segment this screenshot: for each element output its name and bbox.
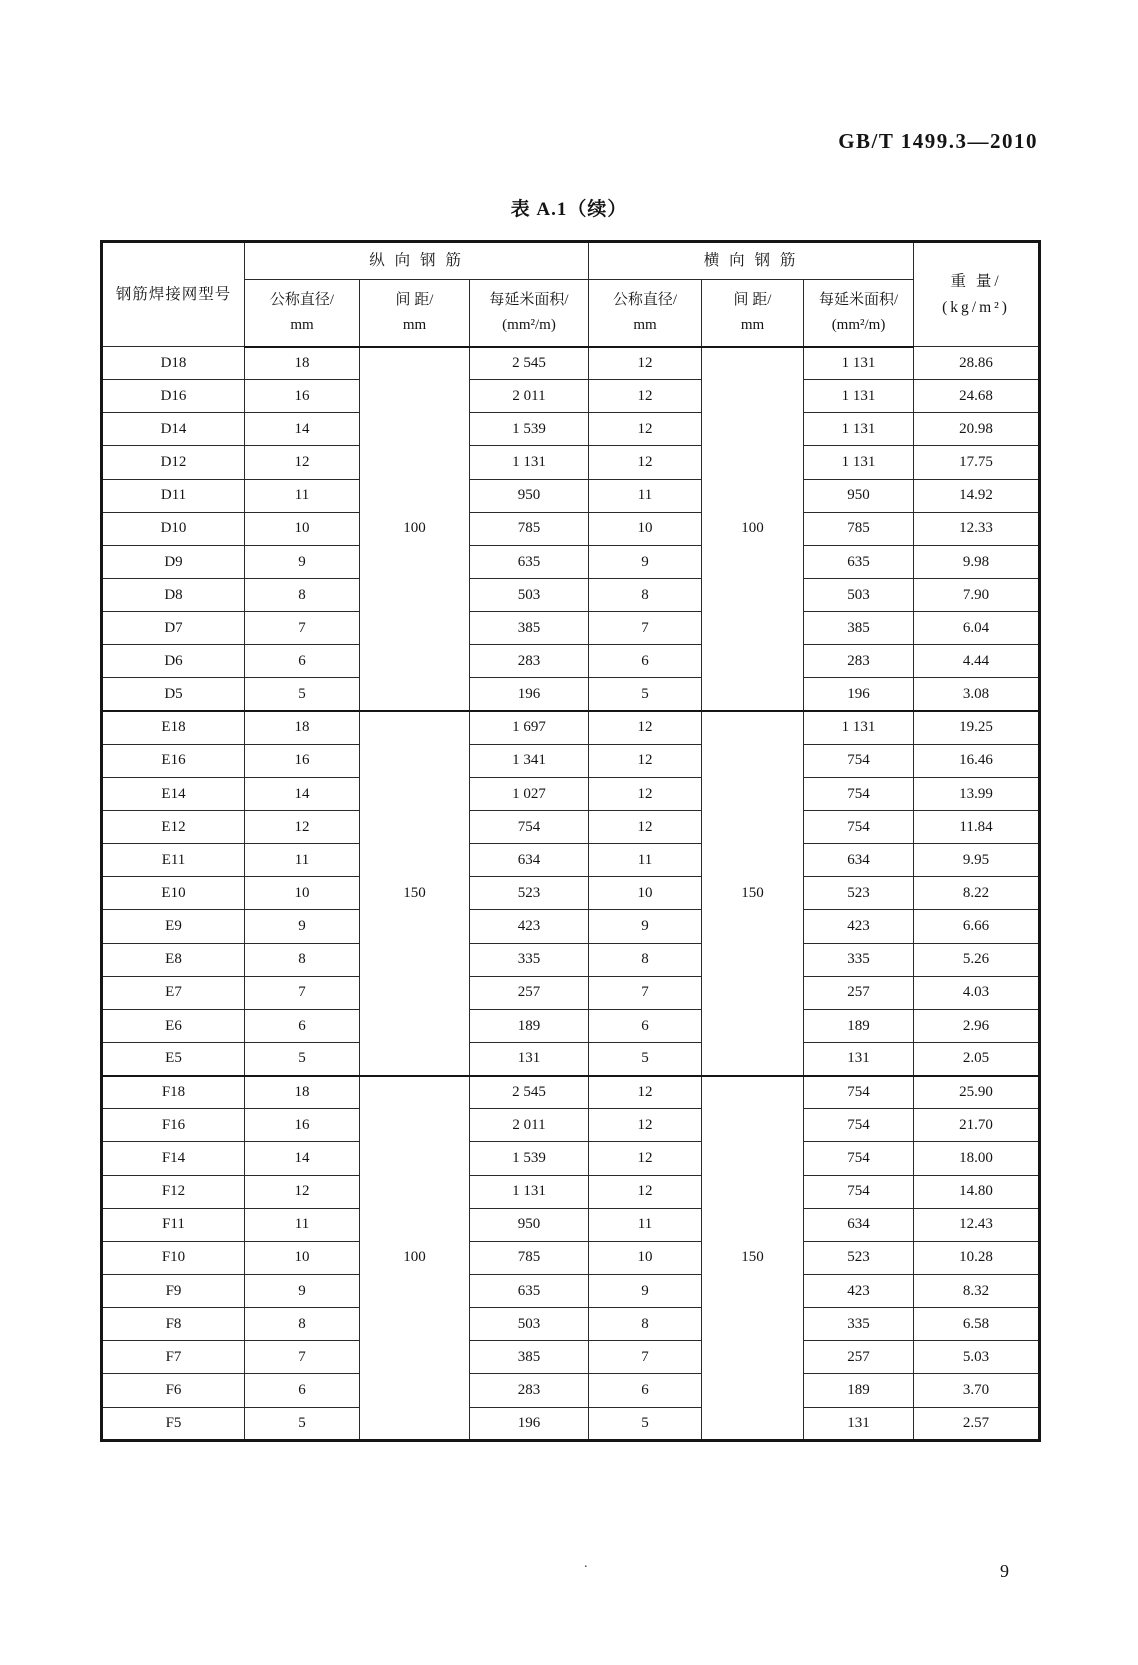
header-model-col: 钢筋焊接网型号: [102, 242, 245, 347]
long-area-cell: 785: [470, 512, 589, 545]
long-area-cell: 2 545: [470, 347, 589, 380]
long-diameter-cell: 16: [245, 1109, 360, 1142]
trans-area-cell: 1 131: [804, 413, 914, 446]
trans-area-cell: 754: [804, 1142, 914, 1175]
weight-cell: 9.98: [914, 545, 1040, 578]
model-cell: F6: [102, 1374, 245, 1407]
trans-area-cell: 785: [804, 512, 914, 545]
long-diameter-cell: 9: [245, 1274, 360, 1307]
trans-diameter-cell: 7: [589, 612, 702, 645]
model-cell: F10: [102, 1241, 245, 1274]
table-row: [102, 1407, 1040, 1441]
long-area-cell: 635: [470, 545, 589, 578]
header-trans-area: [804, 280, 914, 347]
long-diameter-cell: 11: [245, 479, 360, 512]
trans-area-cell: 385: [804, 612, 914, 645]
trans-area-cell: 1 131: [804, 711, 914, 744]
long-area-cell: 634: [470, 844, 589, 877]
trans-area-cell: 131: [804, 1042, 914, 1075]
header-long-diameter-unit: mm: [290, 317, 314, 334]
table-row: [102, 1241, 1040, 1274]
table-row: [102, 1009, 1040, 1042]
weight-cell: 24.68: [914, 380, 1040, 413]
weight-cell: 5.03: [914, 1341, 1040, 1374]
model-cell: F11: [102, 1208, 245, 1241]
long-diameter-cell: 9: [245, 545, 360, 578]
table-body: [102, 347, 1040, 1441]
long-area-cell: 754: [470, 810, 589, 843]
trans-area-cell: 335: [804, 943, 914, 976]
long-spacing-cell: 100: [360, 347, 470, 712]
trans-area-cell: 523: [804, 877, 914, 910]
model-cell: F14: [102, 1142, 245, 1175]
trans-diameter-cell: 12: [589, 711, 702, 744]
trans-diameter-cell: 12: [589, 380, 702, 413]
long-area-cell: 189: [470, 1009, 589, 1042]
long-area-cell: 635: [470, 1274, 589, 1307]
header-group-longitudinal: 纵 向 钢 筋: [245, 242, 589, 280]
long-diameter-cell: 6: [245, 645, 360, 678]
long-diameter-cell: 14: [245, 777, 360, 810]
page-number: 9: [1000, 1561, 1009, 1581]
table-row: [102, 413, 1040, 446]
table-row: [102, 645, 1040, 678]
trans-diameter-cell: 12: [589, 1142, 702, 1175]
long-area-cell: 2 011: [470, 380, 589, 413]
long-area-cell: 1 131: [470, 446, 589, 479]
trans-diameter-cell: 12: [589, 1175, 702, 1208]
trans-diameter-cell: 8: [589, 943, 702, 976]
weight-cell: 12.33: [914, 512, 1040, 545]
long-area-cell: 385: [470, 1341, 589, 1374]
long-diameter-cell: 8: [245, 578, 360, 611]
model-cell: D14: [102, 413, 245, 446]
model-cell: D6: [102, 645, 245, 678]
table-row: [102, 1274, 1040, 1307]
long-diameter-cell: 10: [245, 1241, 360, 1274]
model-cell: D11: [102, 479, 245, 512]
table-row: [102, 512, 1040, 545]
long-diameter-cell: 5: [245, 1042, 360, 1075]
trans-diameter-cell: 8: [589, 578, 702, 611]
long-diameter-cell: 11: [245, 844, 360, 877]
stray-mark: .: [584, 1556, 588, 1571]
long-area-cell: 1 027: [470, 777, 589, 810]
weight-cell: 8.32: [914, 1274, 1040, 1307]
trans-diameter-cell: 5: [589, 1042, 702, 1075]
weight-cell: 10.28: [914, 1241, 1040, 1274]
long-diameter-cell: 7: [245, 976, 360, 1009]
long-diameter-cell: 6: [245, 1374, 360, 1407]
model-cell: F18: [102, 1076, 245, 1109]
table-row: [102, 1109, 1040, 1142]
long-diameter-cell: 6: [245, 1009, 360, 1042]
model-cell: E6: [102, 1009, 245, 1042]
model-cell: D12: [102, 446, 245, 479]
weight-cell: 21.70: [914, 1109, 1040, 1142]
table-row: [102, 347, 1040, 380]
header-long-diameter: [245, 280, 360, 347]
weight-cell: 25.90: [914, 1076, 1040, 1109]
model-cell: F8: [102, 1308, 245, 1341]
trans-area-cell: 423: [804, 910, 914, 943]
weight-cell: 4.03: [914, 976, 1040, 1009]
trans-area-cell: 634: [804, 844, 914, 877]
model-cell: E18: [102, 711, 245, 744]
table-row: [102, 479, 1040, 512]
long-diameter-cell: 18: [245, 1076, 360, 1109]
model-cell: E12: [102, 810, 245, 843]
long-area-cell: 283: [470, 645, 589, 678]
table-header: [102, 242, 1040, 347]
header-group-transverse: 横 向 钢 筋: [589, 242, 914, 280]
model-cell: E9: [102, 910, 245, 943]
table-row: [102, 1175, 1040, 1208]
trans-diameter-cell: 12: [589, 777, 702, 810]
table-row: [102, 844, 1040, 877]
long-diameter-cell: 7: [245, 1341, 360, 1374]
table-row: [102, 446, 1040, 479]
trans-area-cell: 754: [804, 1175, 914, 1208]
long-area-cell: 503: [470, 578, 589, 611]
table-row: [102, 678, 1040, 711]
weight-cell: 7.90: [914, 578, 1040, 611]
trans-spacing-cell: 150: [702, 711, 804, 1076]
weight-cell: 2.05: [914, 1042, 1040, 1075]
header-group-row: [102, 242, 1040, 280]
weight-cell: 13.99: [914, 777, 1040, 810]
model-cell: F16: [102, 1109, 245, 1142]
model-cell: E5: [102, 1042, 245, 1075]
model-cell: D16: [102, 380, 245, 413]
long-area-cell: 950: [470, 1208, 589, 1241]
trans-diameter-cell: 11: [589, 479, 702, 512]
long-area-cell: 1 539: [470, 1142, 589, 1175]
trans-diameter-cell: 5: [589, 678, 702, 711]
weight-cell: 2.57: [914, 1407, 1040, 1441]
trans-diameter-cell: 10: [589, 1241, 702, 1274]
header-trans-area-unit: (mm²/m): [831, 317, 886, 334]
long-area-cell: 196: [470, 678, 589, 711]
trans-diameter-cell: 11: [589, 844, 702, 877]
table-row: [102, 810, 1040, 843]
trans-diameter-cell: 12: [589, 1076, 702, 1109]
long-area-cell: 423: [470, 910, 589, 943]
header-trans-area-label: 每延米面积/: [818, 291, 899, 308]
model-cell: F12: [102, 1175, 245, 1208]
trans-area-cell: 1 131: [804, 446, 914, 479]
table-row: [102, 910, 1040, 943]
long-diameter-cell: 7: [245, 612, 360, 645]
model-cell: E14: [102, 777, 245, 810]
long-diameter-cell: 9: [245, 910, 360, 943]
trans-area-cell: 257: [804, 1341, 914, 1374]
header-trans-diameter: [589, 280, 702, 347]
long-area-cell: 257: [470, 976, 589, 1009]
trans-diameter-cell: 12: [589, 1109, 702, 1142]
header-trans-diameter-label: 公称直径/: [612, 291, 678, 308]
table-row: [102, 1341, 1040, 1374]
model-cell: F9: [102, 1274, 245, 1307]
weight-cell: 16.46: [914, 744, 1040, 777]
trans-area-cell: 1 131: [804, 347, 914, 380]
trans-diameter-cell: 6: [589, 645, 702, 678]
long-diameter-cell: 14: [245, 1142, 360, 1175]
trans-diameter-cell: 9: [589, 545, 702, 578]
long-diameter-cell: 18: [245, 711, 360, 744]
long-area-cell: 785: [470, 1241, 589, 1274]
trans-diameter-cell: 7: [589, 976, 702, 1009]
trans-diameter-cell: 8: [589, 1308, 702, 1341]
table-row: [102, 1374, 1040, 1407]
long-diameter-cell: 12: [245, 1175, 360, 1208]
table-row: [102, 380, 1040, 413]
model-cell: E11: [102, 844, 245, 877]
model-cell: F7: [102, 1341, 245, 1374]
model-cell: E7: [102, 976, 245, 1009]
table-row: [102, 711, 1040, 744]
long-area-cell: 335: [470, 943, 589, 976]
model-cell: E8: [102, 943, 245, 976]
long-diameter-cell: 12: [245, 810, 360, 843]
weight-cell: 28.86: [914, 347, 1040, 380]
long-diameter-cell: 16: [245, 380, 360, 413]
trans-area-cell: 754: [804, 1076, 914, 1109]
trans-diameter-cell: 11: [589, 1208, 702, 1241]
model-cell: E16: [102, 744, 245, 777]
trans-area-cell: 423: [804, 1274, 914, 1307]
header-trans-diameter-unit: mm: [633, 317, 657, 334]
weight-cell: 14.92: [914, 479, 1040, 512]
table-row: [102, 744, 1040, 777]
table-row: [102, 578, 1040, 611]
weight-cell: 6.04: [914, 612, 1040, 645]
table-row: [102, 976, 1040, 1009]
model-cell: F5: [102, 1407, 245, 1441]
long-spacing-cell: 100: [360, 1076, 470, 1441]
model-cell: D9: [102, 545, 245, 578]
header-long-diameter-label: 公称直径/: [269, 291, 335, 308]
table-row: [102, 777, 1040, 810]
model-cell: D10: [102, 512, 245, 545]
trans-diameter-cell: 7: [589, 1341, 702, 1374]
header-long-spacing: [360, 280, 470, 347]
header-weight-line1: 重 量/: [950, 272, 1002, 290]
trans-diameter-cell: 10: [589, 877, 702, 910]
header-long-spacing-label: 间 距/: [395, 291, 434, 308]
trans-area-cell: 754: [804, 1109, 914, 1142]
table-row: [102, 612, 1040, 645]
weight-cell: 11.84: [914, 810, 1040, 843]
trans-diameter-cell: 12: [589, 744, 702, 777]
trans-area-cell: 189: [804, 1009, 914, 1042]
trans-diameter-cell: 12: [589, 413, 702, 446]
table-row: [102, 1042, 1040, 1075]
long-diameter-cell: 18: [245, 347, 360, 380]
long-area-cell: 523: [470, 877, 589, 910]
trans-diameter-cell: 12: [589, 810, 702, 843]
weight-cell: 3.08: [914, 678, 1040, 711]
weight-cell: 14.80: [914, 1175, 1040, 1208]
trans-diameter-cell: 12: [589, 347, 702, 380]
table-row: [102, 1142, 1040, 1175]
long-spacing-cell: 150: [360, 711, 470, 1076]
model-cell: D18: [102, 347, 245, 380]
trans-diameter-cell: 6: [589, 1009, 702, 1042]
long-area-cell: 1 539: [470, 413, 589, 446]
table-row: [102, 877, 1040, 910]
trans-diameter-cell: 10: [589, 512, 702, 545]
long-diameter-cell: 8: [245, 943, 360, 976]
long-diameter-cell: 5: [245, 678, 360, 711]
trans-diameter-cell: 9: [589, 910, 702, 943]
trans-area-cell: 635: [804, 545, 914, 578]
header-trans-spacing-unit: mm: [740, 317, 765, 334]
long-diameter-cell: 10: [245, 877, 360, 910]
trans-area-cell: 503: [804, 578, 914, 611]
weight-cell: 9.95: [914, 844, 1040, 877]
model-cell: D5: [102, 678, 245, 711]
long-diameter-cell: 11: [245, 1208, 360, 1241]
trans-area-cell: 754: [804, 810, 914, 843]
table-row: [102, 943, 1040, 976]
weight-cell: 18.00: [914, 1142, 1040, 1175]
trans-area-cell: 634: [804, 1208, 914, 1241]
trans-area-cell: 283: [804, 645, 914, 678]
long-area-cell: 1 697: [470, 711, 589, 744]
long-area-cell: 385: [470, 612, 589, 645]
header-weight-col: [914, 242, 1040, 347]
long-area-cell: 2 545: [470, 1076, 589, 1109]
long-diameter-cell: 12: [245, 446, 360, 479]
table-row: [102, 1208, 1040, 1241]
header-long-area-unit: (mm²/m): [502, 317, 556, 334]
table-row: [102, 1308, 1040, 1341]
weight-cell: 8.22: [914, 877, 1040, 910]
trans-area-cell: 523: [804, 1241, 914, 1274]
trans-spacing-cell: 150: [702, 1076, 804, 1441]
weight-cell: 5.26: [914, 943, 1040, 976]
weight-cell: 6.66: [914, 910, 1040, 943]
header-long-spacing-unit: mm: [402, 317, 427, 334]
header-trans-spacing-label: 间 距/: [733, 291, 772, 308]
long-diameter-cell: 10: [245, 512, 360, 545]
model-cell: D8: [102, 578, 245, 611]
long-diameter-cell: 8: [245, 1308, 360, 1341]
table-row: [102, 545, 1040, 578]
weight-cell: 19.25: [914, 711, 1040, 744]
trans-area-cell: 754: [804, 777, 914, 810]
header-trans-spacing: [702, 280, 804, 347]
trans-area-cell: 754: [804, 744, 914, 777]
long-area-cell: 950: [470, 479, 589, 512]
weight-cell: 2.96: [914, 1009, 1040, 1042]
long-diameter-cell: 16: [245, 744, 360, 777]
model-cell: E10: [102, 877, 245, 910]
weight-cell: 12.43: [914, 1208, 1040, 1241]
header-long-area: [470, 280, 589, 347]
long-area-cell: 1 341: [470, 744, 589, 777]
trans-area-cell: 196: [804, 678, 914, 711]
long-diameter-cell: 5: [245, 1407, 360, 1441]
model-cell: D7: [102, 612, 245, 645]
mesh-spec-table: [100, 240, 1041, 1442]
trans-area-cell: 257: [804, 976, 914, 1009]
trans-area-cell: 189: [804, 1374, 914, 1407]
weight-cell: 17.75: [914, 446, 1040, 479]
trans-area-cell: 335: [804, 1308, 914, 1341]
table-row: [102, 1076, 1040, 1109]
long-area-cell: 1 131: [470, 1175, 589, 1208]
long-area-cell: 2 011: [470, 1109, 589, 1142]
long-area-cell: 503: [470, 1308, 589, 1341]
header-long-area-label: 每延米面积/: [489, 291, 569, 308]
trans-diameter-cell: 5: [589, 1407, 702, 1441]
weight-cell: 3.70: [914, 1374, 1040, 1407]
trans-area-cell: 131: [804, 1407, 914, 1441]
trans-diameter-cell: 12: [589, 446, 702, 479]
trans-spacing-cell: 100: [702, 347, 804, 712]
header-weight-line2: (kg/m²): [942, 299, 1010, 316]
trans-area-cell: 1 131: [804, 380, 914, 413]
trans-diameter-cell: 6: [589, 1374, 702, 1407]
trans-area-cell: 950: [804, 479, 914, 512]
long-area-cell: 196: [470, 1407, 589, 1441]
trans-diameter-cell: 9: [589, 1274, 702, 1307]
weight-cell: 6.58: [914, 1308, 1040, 1341]
table-title: 表 A.1（续）: [510, 199, 628, 220]
long-diameter-cell: 14: [245, 413, 360, 446]
long-area-cell: 283: [470, 1374, 589, 1407]
weight-cell: 20.98: [914, 413, 1040, 446]
weight-cell: 4.44: [914, 645, 1040, 678]
long-area-cell: 131: [470, 1042, 589, 1075]
standard-code: GB/T 1499.3—2010: [838, 129, 1038, 153]
